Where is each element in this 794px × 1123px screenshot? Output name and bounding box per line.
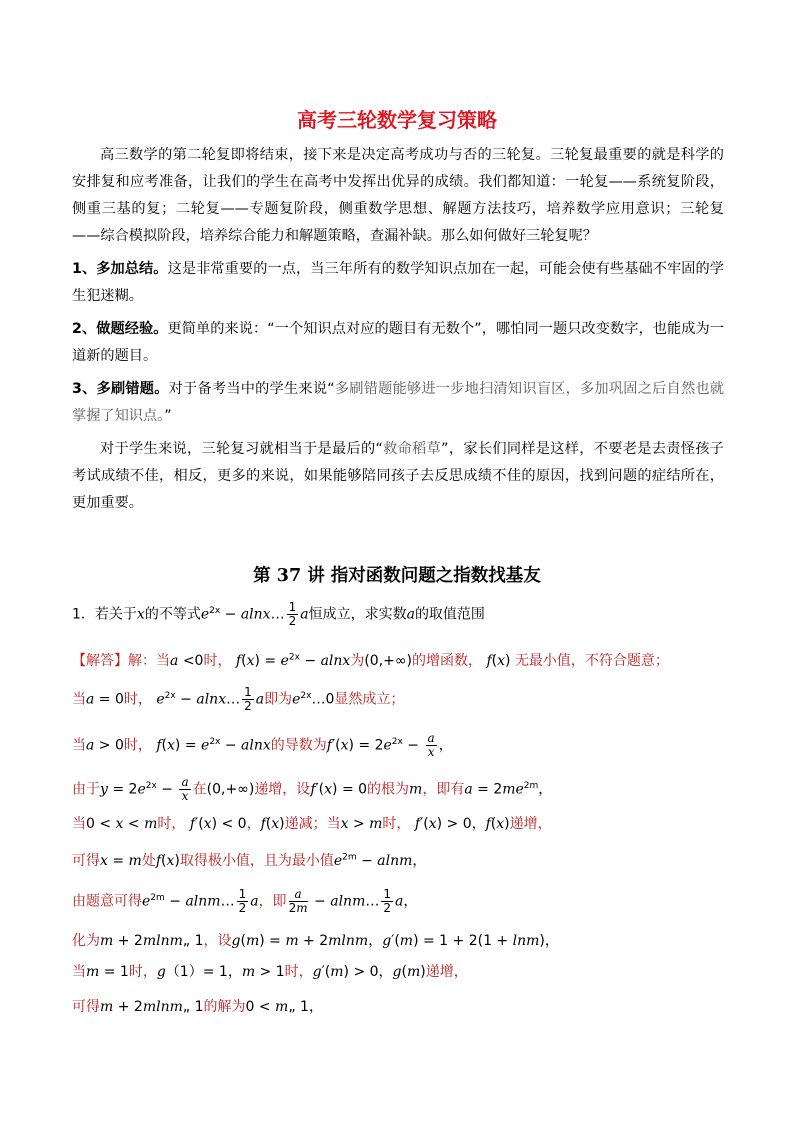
sol-text: 当 (72, 691, 86, 708)
tip-3-close: ” (164, 408, 172, 424)
sol-text: 当 (72, 737, 86, 754)
sol-text: 时， (128, 964, 157, 980)
tip-3-heading: 3、多刷错题。 (72, 381, 169, 397)
solution-line-3: 当a > 0时， $f(x) = e^{2x} - alnx$的导数为$f'(x) = 2e^{2x}$ − $\frac{a}{x}$ ， (72, 731, 453, 759)
tip-2 (72, 316, 724, 370)
solution-line-6: 可得x = m处f(x)取得极小值，且为最小值$e^{2m} - alnm$， (72, 852, 427, 869)
sol-text: ，即有 (422, 781, 465, 798)
sol-text: 递增，设 (254, 781, 311, 798)
intro-paragraph: 高三数学的第二轮复即将结束，接下来是决定高考成功与否的三轮复。三轮复最重要的就是科学的安排复和应考准备，让我们的学生在高考中发挥出优异的成绩。我们都知道：一轮复——系统复阶段，侧重三基的复；二轮复——专题复阶段，侧重数学思想、解题方法技巧，培养数学应用意识；三轮复——综合模拟阶段，培养综合能力和解题策略，查漏补缺。那么如何做好三轮复呢？ (72, 147, 724, 244)
problem-text-2: 恒成立，求实数 (308, 606, 407, 623)
sol-text: 时， (157, 816, 186, 832)
solution-line-9: 当m = 1时，g（1）= 1，m > 1时，g′(m) > 0，g(m)递增， (72, 964, 468, 980)
sol-text: ， (246, 816, 261, 832)
sol-text: 即为 (264, 691, 293, 708)
solution-line-1: 【解答】解：当a <0时， $f(x) = e^{2x} - alnx$为(0,+∞)的增函数， f(x) 无最小值，不符合题意； (72, 652, 669, 669)
sol-text: 递减；当 (284, 816, 341, 832)
closing-quote: 救命稻草 (382, 441, 442, 457)
sol-text: 为 (350, 653, 365, 669)
tip-2-text: 更简单的来说：“一个知识点对应的题目有无数个”，哪怕同一题只改变数字，也能成为一道新的题目。 (72, 321, 725, 364)
sol-text: ，即 (258, 893, 287, 910)
solution-line-2: 当a = 0时， $e^{2x}$ − alnx… $\frac{1}{2}$ a即为$e^{2x}\dots 0$显然成立； (72, 685, 405, 713)
sol-text: 由题意可得 (72, 893, 142, 910)
sol-text: 时， (123, 691, 152, 708)
sol-text: 当 (72, 816, 86, 832)
problem-statement: 1．若关于x的不等式$e^{2x}$ − alnx… $\frac{1}{2}$ a恒成立，求实数a的取值范围 (72, 600, 485, 628)
tip-3-quote: 多刷错题能够进一步地扫清知识盲区，多加巩固之后自然也就掌握了知识点。 (72, 381, 724, 424)
sol-text: （1） (165, 964, 203, 980)
solution-line-8: 化为m + 2mlnm„ 1，设g(m) = m + 2mlnm，g′(m) = 1 + 2(1 + lnm)， (72, 933, 559, 949)
sol-text: 可得 (72, 853, 100, 869)
sol-text: 递增， (425, 964, 468, 980)
intro-section (72, 142, 724, 517)
sol-text: 无最小值，不符合题意； (514, 653, 669, 669)
sol-text: 的根为 (367, 781, 410, 798)
tip-1 (72, 256, 724, 310)
sol-text: 的导数为 (270, 737, 327, 754)
solution-line-4: 由于$y = 2e^{2x}$ − $\frac{a}{x}$ 在(0,+∞)递增，设f′(x) = 0的根为m，即有$a = 2me^{2m}$， (72, 775, 553, 803)
sol-text: 时， (284, 964, 313, 980)
sol-text: 显然成立； (334, 691, 405, 708)
sol-text: 取得极小值，且为最小值 (179, 853, 334, 869)
chapter-heading: 第 37 讲 指对函数问题之指数找基友 (253, 566, 541, 586)
sol-text: 当 (72, 964, 86, 980)
closing-text-a: 对于学生来说，三轮复习就相当于是最后的“ (100, 441, 383, 457)
page-title: 高考三轮数学复习策略 (297, 108, 497, 132)
sol-text: 解：当 (128, 653, 170, 669)
sol-text: 由于 (72, 781, 100, 798)
closing-paragraph (72, 436, 724, 517)
answer-tag: 【解答】 (72, 653, 128, 669)
sol-text: ，设 (203, 933, 232, 949)
tip-3-text: 对于备考当中的学生来说“ (168, 381, 335, 397)
sol-text: 的解为 (203, 999, 246, 1015)
sol-text: 时， (382, 816, 411, 832)
tip-1-heading: 1、多加总结。 (72, 261, 168, 277)
sol-text: 处 (141, 853, 156, 869)
problem-prefix: 1．若关于 (72, 606, 137, 623)
tip-2-heading: 2、做题经验。 (72, 321, 168, 337)
tip-1-text: 这是非常重要的一点，当三年所有的数学知识点加在一起，可能会使有些基础不牢固的学生犯迷糊。 (72, 261, 724, 304)
sol-text: 的增函数， (412, 653, 482, 669)
sol-text: 时， (203, 653, 232, 669)
sol-text: 时， (123, 737, 152, 754)
tip-3 (72, 376, 724, 430)
sol-text: 可得 (72, 999, 100, 1015)
solution-line-10: 可得m + 2mlnm„ 1的解为0 < m„ 1， (72, 999, 323, 1015)
sol-text: 在 (192, 781, 207, 798)
solution-line-5: 当0 < x < m时， f′(x) < 0，f(x)递减；当x > m时， f′(x) > 0，f(x)递增， (72, 816, 552, 832)
solution-line-7: 由题意可得$e^{2m}$ − alnm… $\frac{1}{2}$ a，即 $\frac{a}{2m}$ − alnm… $\frac{1}{2}$ a， (72, 887, 418, 915)
problem-suffix: 的取值范围 (414, 606, 485, 623)
sol-text: 递增， (509, 816, 552, 832)
closing-text-b: ”，家长们同样是这样，不要老是去责怪孩子考试成绩不佳，相反，更多的来说，如果能够陪同孩子去反思成绩不佳的原因，找到问题的症结所在，更加重要。 (72, 441, 724, 511)
problem-text-1: 的不等式 (144, 606, 201, 623)
sol-text: 化为 (72, 933, 100, 949)
